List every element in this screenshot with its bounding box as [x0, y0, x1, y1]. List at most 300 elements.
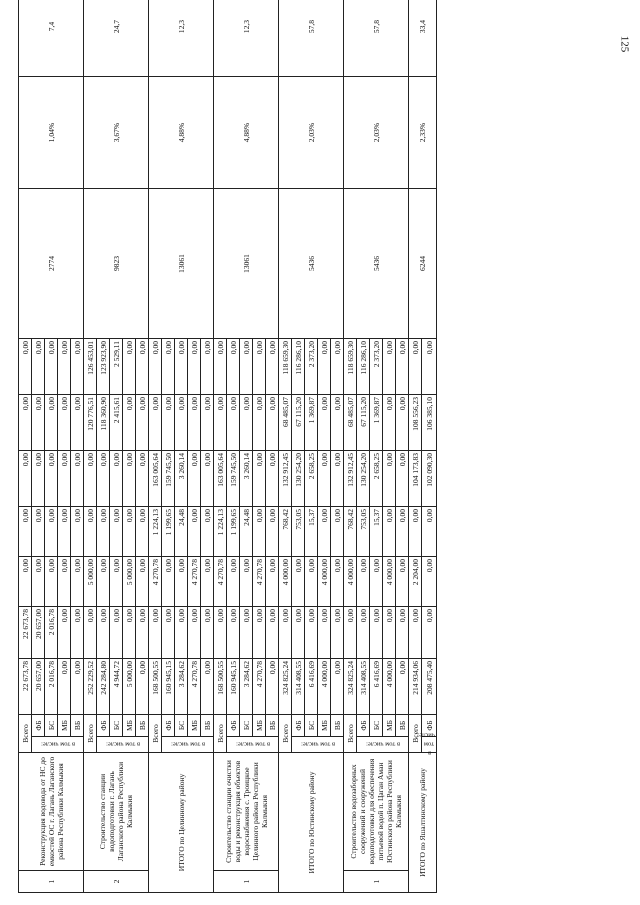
amount-cell: 4 270,78 [253, 659, 266, 715]
amount-cell: 123 923,90 [97, 339, 110, 395]
amount-cell: 0,00 [97, 507, 110, 557]
amount-cell: 0,00 [149, 339, 162, 395]
object-row [84, 0, 97, 893]
amount-cell: 0,00 [344, 607, 357, 659]
share-percent: 2,03% [344, 77, 409, 189]
amount-cell: 132 912,45 [279, 451, 292, 507]
amount-cell: 0,00 [175, 339, 188, 395]
total-name: ИТОГО по Целинному району [149, 753, 214, 893]
source-label: ФБ [162, 715, 175, 737]
rotated-page [18, 19, 630, 893]
amount-cell: 0,00 [331, 395, 344, 451]
amount-cell: 15,37 [305, 507, 318, 557]
amount-cell: 163 005,64 [214, 451, 227, 507]
amount-cell: 0,00 [370, 557, 383, 607]
amount-cell: 0,00 [32, 557, 45, 607]
amount-cell: 0,00 [162, 557, 175, 607]
amount-cell: 159 745,50 [227, 451, 240, 507]
amount-cell: 0,00 [32, 339, 45, 395]
amount-cell: 4 000,00 [318, 557, 331, 607]
people-count: 5436 [279, 189, 344, 339]
amount-cell: 0,00 [19, 507, 32, 557]
amount-cell: 0,00 [266, 659, 279, 715]
amount-cell: 159 745,50 [162, 451, 175, 507]
amount-cell: 768,42 [279, 507, 292, 557]
amount-cell: 2 658,25 [305, 451, 318, 507]
amount-cell: 0,00 [71, 507, 84, 557]
amount-cell: 163 005,64 [149, 451, 162, 507]
amount-cell: 3 284,62 [175, 659, 188, 715]
amount-cell: 0,00 [240, 557, 253, 607]
source-label: МБ [253, 715, 266, 737]
amount-cell: 0,00 [110, 607, 123, 659]
amount-cell: 0,00 [32, 451, 45, 507]
amount-cell: 0,00 [266, 557, 279, 607]
amount-cell: 753,05 [292, 507, 305, 557]
amount-cell: 0,00 [422, 607, 437, 659]
indicator-value: 24,7 [84, 0, 149, 77]
amount-cell: 0,00 [84, 607, 97, 659]
amount-cell: 0,00 [331, 659, 344, 715]
amount-cell: 0,00 [318, 451, 331, 507]
amount-cell: 1 199,65 [162, 507, 175, 557]
amount-cell: 0,00 [175, 557, 188, 607]
amount-cell: 0,00 [383, 395, 396, 451]
amount-cell: 3 284,62 [240, 659, 253, 715]
source-total-label: Всего [344, 715, 357, 753]
amount-cell: 15,37 [370, 507, 383, 557]
amount-cell: 0,00 [188, 339, 201, 395]
amount-cell: 0,00 [110, 557, 123, 607]
amount-cell: 0,00 [71, 339, 84, 395]
amount-cell: 0,00 [318, 507, 331, 557]
amount-cell: 252 229,52 [84, 659, 97, 715]
amount-cell: 0,00 [253, 395, 266, 451]
source-label: ВБ [136, 715, 149, 737]
amount-cell: 0,00 [266, 395, 279, 451]
amount-cell: 0,00 [71, 659, 84, 715]
amount-cell: 0,00 [214, 339, 227, 395]
amount-cell: 0,00 [136, 451, 149, 507]
amount-cell: 0,00 [279, 607, 292, 659]
share-percent: 2,33% [409, 77, 437, 189]
people-count: 5436 [344, 189, 409, 339]
object-name: Строительство станции очистки воды и реконструкция объектов водоснабжения с. Троицкое Целинного района Республики Калмыкия [214, 753, 279, 871]
source-label: ФБ [97, 715, 110, 737]
amount-cell: 168 500,55 [214, 659, 227, 715]
total-row [149, 0, 162, 893]
amount-cell: 22 673,78 [19, 659, 32, 715]
amount-cell: 160 945,15 [227, 659, 240, 715]
amount-cell: 1 224,13 [214, 507, 227, 557]
people-count: 6244 [409, 189, 437, 339]
amount-cell: 0,00 [409, 507, 422, 557]
amount-cell: 1 199,65 [227, 507, 240, 557]
share-percent: 4,88% [149, 77, 214, 189]
object-row [214, 0, 227, 893]
amount-cell: 0,00 [162, 395, 175, 451]
people-count: 2774 [19, 189, 84, 339]
amount-cell: 5 000,00 [84, 557, 97, 607]
amount-cell: 0,00 [58, 339, 71, 395]
amount-cell: 6 416,69 [370, 659, 383, 715]
amount-cell: 0,00 [253, 607, 266, 659]
amount-cell: 0,00 [318, 339, 331, 395]
amount-cell: 0,00 [383, 607, 396, 659]
amount-cell: 0,00 [357, 607, 370, 659]
source-label: БС [370, 715, 383, 737]
amount-cell: 2 016,78 [45, 607, 58, 659]
amount-cell: 0,00 [227, 557, 240, 607]
source-total-label: Всего [19, 715, 32, 753]
amount-cell: 0,00 [396, 507, 409, 557]
amount-cell: 0,00 [58, 451, 71, 507]
amount-cell: 68 485,07 [344, 395, 357, 451]
amount-cell: 0,00 [422, 557, 437, 607]
amount-cell: 0,00 [123, 507, 136, 557]
source-total-label: Всего [84, 715, 97, 753]
amount-cell: 104 173,83 [409, 451, 422, 507]
total-row [279, 0, 292, 893]
amount-cell: 0,00 [266, 607, 279, 659]
amount-cell: 0,00 [318, 607, 331, 659]
amount-cell: 753,05 [357, 507, 370, 557]
source-label: МБ [383, 715, 396, 737]
amount-cell: 0,00 [136, 339, 149, 395]
amount-cell: 0,00 [331, 451, 344, 507]
object-number: 1 [344, 871, 409, 893]
amount-cell: 0,00 [162, 607, 175, 659]
amount-cell: 0,00 [422, 507, 437, 557]
amount-cell: 0,00 [292, 557, 305, 607]
amount-cell: 0,00 [396, 339, 409, 395]
source-label: МБ [318, 715, 331, 737]
source-label: ФБ [357, 715, 370, 737]
amount-cell: 0,00 [201, 339, 214, 395]
object-name: Строительство станции водоподготовки г. Лагань Лаганского района Республики Калмыкия [84, 753, 149, 871]
source-label: ВБ [266, 715, 279, 737]
amount-cell: 0,00 [123, 395, 136, 451]
amount-cell: 0,00 [58, 395, 71, 451]
amount-cell: 0,00 [227, 607, 240, 659]
object-name: Реконструкция водовода от НС до емкостей ОС г. Лагань Лаганского района Республики Калмыкия [19, 753, 84, 871]
amount-cell: 208 475,40 [422, 659, 437, 715]
amount-cell: 0,00 [253, 451, 266, 507]
total-row [409, 0, 422, 893]
amount-cell: 0,00 [201, 607, 214, 659]
amount-cell: 0,00 [305, 607, 318, 659]
share-percent: 2,03% [279, 77, 344, 189]
amount-cell: 0,00 [45, 557, 58, 607]
amount-cell: 4 270,78 [149, 557, 162, 607]
total-name: ИТОГО по Юстинскому району [279, 753, 344, 893]
source-label: ВБ [331, 715, 344, 737]
amount-cell: 0,00 [409, 607, 422, 659]
amount-cell: 0,00 [45, 395, 58, 451]
object-row [344, 0, 357, 893]
amount-cell: 2 373,20 [370, 339, 383, 395]
amount-cell: 130 254,20 [292, 451, 305, 507]
amount-cell: 0,00 [383, 507, 396, 557]
amount-cell: 0,00 [136, 395, 149, 451]
amount-cell: 0,00 [383, 451, 396, 507]
amount-cell: 0,00 [201, 395, 214, 451]
amount-cell: 314 408,55 [292, 659, 305, 715]
amount-cell: 0,00 [71, 557, 84, 607]
amount-cell: 0,00 [123, 607, 136, 659]
amount-cell: 2 415,61 [110, 395, 123, 451]
amount-cell: 22 673,78 [19, 607, 32, 659]
amount-cell: 0,00 [227, 339, 240, 395]
amount-cell: 0,00 [201, 659, 214, 715]
amount-cell: 24,48 [240, 507, 253, 557]
amount-cell: 0,00 [136, 659, 149, 715]
amount-cell: 4 270,78 [188, 557, 201, 607]
amount-cell: 0,00 [123, 339, 136, 395]
amount-cell: 314 408,55 [357, 659, 370, 715]
people-count: 13061 [149, 189, 214, 339]
amount-cell: 4 944,72 [110, 659, 123, 715]
indicator-value: 12,3 [214, 0, 279, 77]
amount-cell: 0,00 [253, 339, 266, 395]
amount-cell: 0,00 [240, 607, 253, 659]
amount-cell: 0,00 [201, 557, 214, 607]
sub-label: в том числе: [357, 737, 409, 753]
source-total-label: Всего [409, 715, 422, 753]
source-label: БС [305, 715, 318, 737]
amount-cell: 120 776,51 [84, 395, 97, 451]
amount-cell: 2 016,78 [45, 659, 58, 715]
amount-cell: 0,00 [19, 451, 32, 507]
indicator-value: 57,8 [279, 0, 344, 77]
object-number: 2 [84, 871, 149, 893]
amount-cell: 4 270,78 [214, 557, 227, 607]
amount-cell: 0,00 [370, 607, 383, 659]
amount-cell: 2 204,00 [409, 557, 422, 607]
source-label: ФБ [292, 715, 305, 737]
amount-cell: 5 000,00 [123, 659, 136, 715]
amount-cell: 116 286,10 [292, 339, 305, 395]
amount-cell: 0,00 [409, 339, 422, 395]
amount-cell: 0,00 [58, 659, 71, 715]
amount-cell: 67 115,20 [292, 395, 305, 451]
amount-cell: 0,00 [97, 557, 110, 607]
amount-cell: 0,00 [240, 395, 253, 451]
amount-cell: 0,00 [396, 451, 409, 507]
amount-cell: 0,00 [84, 507, 97, 557]
source-label: ФБ [32, 715, 45, 737]
source-label: ВБ [201, 715, 214, 737]
amount-cell: 0,00 [331, 339, 344, 395]
sub-label: в том числе: [32, 737, 84, 753]
amount-cell: 1 369,87 [370, 395, 383, 451]
share-percent: 3,67% [84, 77, 149, 189]
source-label: БС [175, 715, 188, 737]
amount-cell: 0,00 [45, 451, 58, 507]
amount-cell: 0,00 [123, 451, 136, 507]
amount-cell: 0,00 [396, 607, 409, 659]
amount-cell: 2 658,25 [370, 451, 383, 507]
amount-cell: 0,00 [331, 607, 344, 659]
amount-cell: 116 286,10 [357, 339, 370, 395]
amount-cell: 0,00 [175, 607, 188, 659]
amount-cell: 0,00 [136, 607, 149, 659]
amount-cell: 132 912,45 [344, 451, 357, 507]
amount-cell: 0,00 [188, 451, 201, 507]
amount-cell: 0,00 [162, 339, 175, 395]
amount-cell: 0,00 [318, 395, 331, 451]
amount-cell: 0,00 [58, 507, 71, 557]
amount-cell: 0,00 [136, 507, 149, 557]
amount-cell: 160 945,15 [162, 659, 175, 715]
people-count: 13061 [214, 189, 279, 339]
indicator-value: 33,4 [409, 0, 437, 77]
amount-cell: 4 000,00 [344, 557, 357, 607]
sub-label: в том числе: [162, 737, 214, 753]
page-number: 125 [617, 35, 630, 53]
object-number: 1 [214, 871, 279, 893]
amount-cell: 0,00 [32, 507, 45, 557]
amount-cell: 0,00 [396, 659, 409, 715]
amount-cell: 0,00 [266, 507, 279, 557]
amount-cell: 106 385,10 [422, 395, 437, 451]
amount-cell: 2 529,11 [110, 339, 123, 395]
amount-cell: 102 090,30 [422, 451, 437, 507]
amount-cell: 0,00 [357, 557, 370, 607]
amount-cell: 0,00 [292, 607, 305, 659]
source-total-label: Всего [214, 715, 227, 753]
amount-cell: 0,00 [331, 507, 344, 557]
source-label: БС [45, 715, 58, 737]
amount-cell: 0,00 [58, 607, 71, 659]
amount-cell: 126 453,01 [84, 339, 97, 395]
amount-cell: 0,00 [188, 507, 201, 557]
amount-cell: 0,00 [266, 451, 279, 507]
table-body [19, 0, 437, 893]
amount-cell: 324 825,24 [344, 659, 357, 715]
amount-cell: 0,00 [71, 395, 84, 451]
amount-cell: 0,00 [97, 451, 110, 507]
amount-cell: 67 115,20 [357, 395, 370, 451]
amount-cell: 4 270,78 [253, 557, 266, 607]
source-total-label: Всего [149, 715, 162, 753]
share-percent: 1,04% [19, 77, 84, 189]
amount-cell: 118 659,30 [344, 339, 357, 395]
amount-cell: 0,00 [110, 507, 123, 557]
amount-cell: 242 284,80 [97, 659, 110, 715]
amount-cell: 0,00 [331, 557, 344, 607]
amount-cell: 0,00 [45, 339, 58, 395]
amount-cell: 0,00 [136, 557, 149, 607]
source-label: МБ [123, 715, 136, 737]
sub-label: в том числе: [227, 737, 279, 753]
amount-cell: 0,00 [19, 339, 32, 395]
amount-cell: 68 485,07 [279, 395, 292, 451]
sub-label: в том числе: [417, 732, 435, 757]
indicator-value: 7,4 [19, 0, 84, 77]
amount-cell: 108 556,23 [409, 395, 422, 451]
amount-cell: 1 224,13 [149, 507, 162, 557]
amount-cell: 0,00 [201, 507, 214, 557]
people-count: 9823 [84, 189, 149, 339]
amount-cell: 2 373,20 [305, 339, 318, 395]
object-number: 1 [19, 871, 84, 893]
amount-cell: 4 000,00 [383, 557, 396, 607]
amount-cell: 118 659,30 [279, 339, 292, 395]
amount-cell: 20 657,00 [32, 607, 45, 659]
amount-cell: 0,00 [71, 451, 84, 507]
amount-cell: 0,00 [19, 395, 32, 451]
total-name: ИТОГО по Яшалтинскому району [409, 753, 437, 893]
amount-cell: 20 657,00 [32, 659, 45, 715]
source-label: ВБ [71, 715, 84, 737]
amount-cell: 0,00 [305, 557, 318, 607]
source-label: ФБ [422, 715, 437, 737]
amount-cell: 0,00 [396, 395, 409, 451]
amount-cell: 4 000,00 [279, 557, 292, 607]
amount-cell: 0,00 [422, 339, 437, 395]
amount-cell: 0,00 [396, 557, 409, 607]
source-label: МБ [188, 715, 201, 737]
sub-label: в том числе: [97, 737, 149, 753]
amount-cell: 0,00 [266, 339, 279, 395]
amount-cell: 0,00 [188, 395, 201, 451]
amount-cell: 5 000,00 [123, 557, 136, 607]
amount-cell: 0,00 [71, 607, 84, 659]
amount-cell: 0,00 [214, 607, 227, 659]
amount-cell: 0,00 [188, 607, 201, 659]
amount-cell: 168 500,55 [149, 659, 162, 715]
amount-cell: 0,00 [149, 607, 162, 659]
amount-cell: 0,00 [253, 507, 266, 557]
source-total-label: Всего [279, 715, 292, 753]
source-label: БС [240, 715, 253, 737]
source-label: ФБ [227, 715, 240, 737]
amount-cell: 0,00 [383, 339, 396, 395]
amount-cell: 0,00 [45, 507, 58, 557]
amount-cell: 24,48 [175, 507, 188, 557]
amount-cell: 0,00 [19, 557, 32, 607]
amount-cell: 0,00 [84, 451, 97, 507]
funding-table [18, 0, 437, 893]
amount-cell: 0,00 [149, 395, 162, 451]
amount-cell: 0,00 [97, 607, 110, 659]
amount-cell: 1 369,87 [305, 395, 318, 451]
amount-cell: 0,00 [110, 451, 123, 507]
indicator-value: 57,8 [344, 0, 409, 77]
amount-cell: 0,00 [240, 339, 253, 395]
sub-label: в том числе: [292, 737, 344, 753]
object-name: Строительство водозаборных сооружений и сооружений водоподготовки для обеспечения питьевой водой п. Цаган Аман Юстинского района Республики Калмыкия [344, 753, 409, 871]
amount-cell: 118 360,90 [97, 395, 110, 451]
amount-cell: 0,00 [214, 395, 227, 451]
source-label: МБ [58, 715, 71, 737]
amount-cell: 3 260,14 [175, 451, 188, 507]
amount-cell: 6 416,69 [305, 659, 318, 715]
amount-cell: 3 260,14 [240, 451, 253, 507]
amount-cell: 0,00 [58, 557, 71, 607]
amount-cell: 214 934,06 [409, 659, 422, 715]
amount-cell: 768,42 [344, 507, 357, 557]
amount-cell: 4 270,78 [188, 659, 201, 715]
amount-cell: 0,00 [201, 451, 214, 507]
source-label: БС [110, 715, 123, 737]
amount-cell: 4 000,00 [318, 659, 331, 715]
object-row [19, 0, 32, 893]
amount-cell: 0,00 [227, 395, 240, 451]
share-percent: 4,88% [214, 77, 279, 189]
amount-cell: 0,00 [32, 395, 45, 451]
